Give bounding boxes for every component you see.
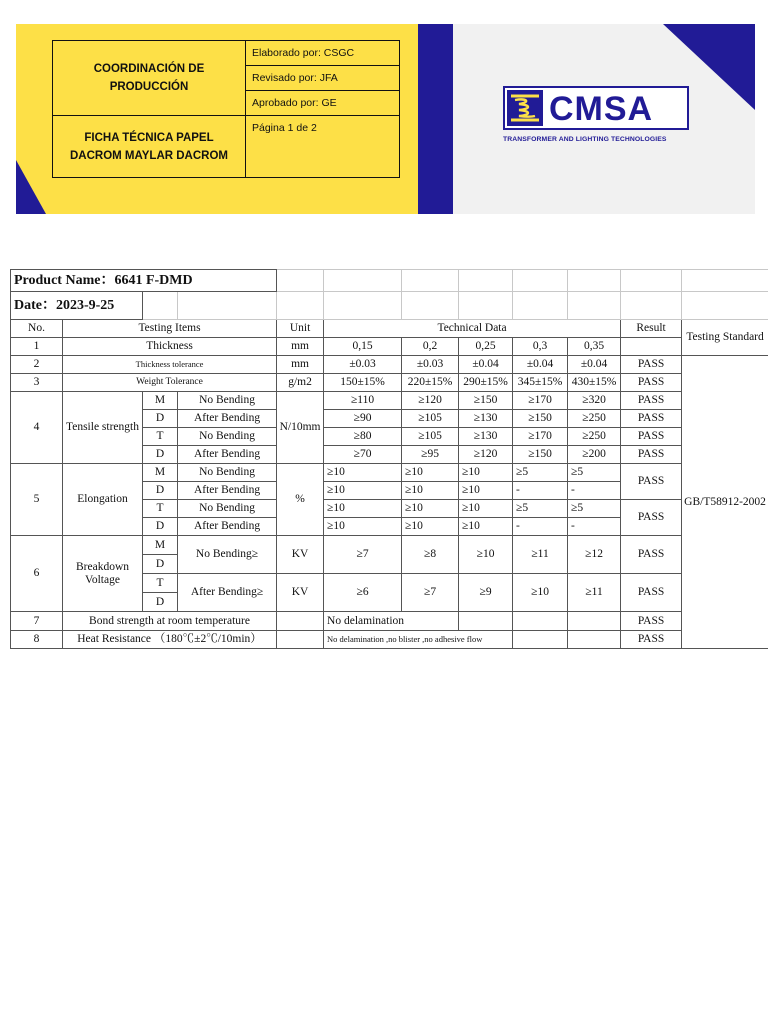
data-cell: ≥5 xyxy=(568,500,621,518)
data-cell: ≥105 xyxy=(402,410,459,428)
data-cell: ≥5 xyxy=(513,464,568,482)
testing-item: Thickness xyxy=(63,338,277,356)
data-cell: ≥120 xyxy=(459,446,513,464)
direction-cell: M xyxy=(143,536,178,555)
unit-cell: % xyxy=(277,464,324,536)
data-cell: 0,15 xyxy=(324,338,402,356)
result-cell: PASS xyxy=(621,392,682,410)
data-cell: ≥110 xyxy=(324,392,402,410)
data-cell: No delamination ,no blister ,no adhesive flow xyxy=(324,631,513,649)
data-cell: ≥120 xyxy=(402,392,459,410)
data-cell: ≥250 xyxy=(568,410,621,428)
col-header-no: No. xyxy=(11,320,63,338)
direction-cell: D xyxy=(143,410,178,428)
table-row xyxy=(11,612,768,631)
data-cell: ≥250 xyxy=(568,428,621,446)
data-cell: ≥320 xyxy=(568,392,621,410)
table-row xyxy=(11,631,768,649)
data-cell: 150±15% xyxy=(324,374,402,392)
data-cell: ±0.04 xyxy=(568,356,621,374)
table-row xyxy=(11,392,768,410)
data-cell: ≥10 xyxy=(402,482,459,500)
data-cell: ≥95 xyxy=(402,446,459,464)
data-cell: ±0.04 xyxy=(513,356,568,374)
condition-cell: No Bending≥ xyxy=(178,536,277,574)
data-cell: 0,25 xyxy=(459,338,513,356)
data-cell: 0,2 xyxy=(402,338,459,356)
testing-item: Heat Resistance （180℃±2℃/10min） xyxy=(63,631,277,649)
direction-cell: D xyxy=(143,555,178,574)
data-cell: - xyxy=(568,518,621,536)
result-cell: PASS xyxy=(621,374,682,392)
data-cell: ≥130 xyxy=(459,410,513,428)
unit-cell: KV xyxy=(277,574,324,612)
logo-wordmark: CMSA xyxy=(549,90,654,128)
data-cell: ≥8 xyxy=(402,536,459,574)
direction-cell: M xyxy=(143,392,178,410)
testing-item: Bond strength at room temperature xyxy=(63,612,277,631)
data-cell: ≥5 xyxy=(513,500,568,518)
unit-cell xyxy=(277,612,324,631)
row-number: 2 xyxy=(11,356,63,374)
row-number: 3 xyxy=(11,374,63,392)
condition-cell: After Bending xyxy=(178,446,277,464)
data-cell: 345±15% xyxy=(513,374,568,392)
col-header-technical-data: Technical Data xyxy=(324,320,621,338)
unit-cell: mm xyxy=(277,338,324,356)
product-name-row xyxy=(11,270,768,292)
data-cell: ≥10 xyxy=(324,464,402,482)
data-cell: ≥10 xyxy=(459,536,513,574)
table-row xyxy=(11,374,768,392)
result-cell: PASS xyxy=(621,410,682,428)
table-row xyxy=(11,536,768,555)
revisado-por: Revisado por: JFA xyxy=(246,66,400,91)
logo-tagline: TRANSFORMER AND LIGHTING TECHNOLOGIES xyxy=(503,136,667,143)
col-header-result: Result xyxy=(621,320,682,338)
direction-cell: D xyxy=(143,482,178,500)
department-title: COORDINACIÓN DE PRODUCCIÓN xyxy=(53,41,246,116)
header-banner-blue-stripe xyxy=(418,24,453,214)
direction-cell: D xyxy=(143,446,178,464)
condition-cell: After Bending xyxy=(178,518,277,536)
data-cell: ±0.03 xyxy=(324,356,402,374)
data-cell: ≥10 xyxy=(513,574,568,612)
data-cell: ≥7 xyxy=(402,574,459,612)
data-cell: ≥10 xyxy=(324,500,402,518)
condition-cell: After Bending≥ xyxy=(178,574,277,612)
result-cell: PASS xyxy=(621,428,682,446)
data-cell: ≥70 xyxy=(324,446,402,464)
result-cell: PASS xyxy=(621,356,682,374)
data-cell: ≥200 xyxy=(568,446,621,464)
data-cell: ≥10 xyxy=(402,464,459,482)
unit-cell: mm xyxy=(277,356,324,374)
data-cell: ≥90 xyxy=(324,410,402,428)
data-cell: ≥80 xyxy=(324,428,402,446)
data-cell: ≥9 xyxy=(459,574,513,612)
data-cell: No delamination xyxy=(324,612,459,631)
result-cell: PASS xyxy=(621,446,682,464)
coil-icon xyxy=(507,90,543,126)
data-cell: 430±15% xyxy=(568,374,621,392)
data-cell: ≥10 xyxy=(459,500,513,518)
direction-cell: M xyxy=(143,464,178,482)
data-cell: 0,3 xyxy=(513,338,568,356)
elaborado-por: Elaborado por: CSGC xyxy=(246,41,400,66)
direction-cell: T xyxy=(143,574,178,593)
data-cell: ≥170 xyxy=(513,428,568,446)
col-header-testing-standard: Testing Standard xyxy=(682,320,768,356)
table-header-row xyxy=(11,320,768,338)
unit-cell xyxy=(277,631,324,649)
result-cell: PASS xyxy=(621,574,682,612)
data-cell: ≥10 xyxy=(324,482,402,500)
aprobado-por: Aprobado por: GE xyxy=(246,91,400,116)
result-cell: PASS xyxy=(621,631,682,649)
data-cell: ≥11 xyxy=(568,574,621,612)
technical-data-table xyxy=(10,269,768,649)
testing-item: Thickness tolerance xyxy=(63,356,277,374)
unit-cell: KV xyxy=(277,536,324,574)
document-control-table xyxy=(52,40,400,178)
data-cell: ≥10 xyxy=(324,518,402,536)
col-header-unit: Unit xyxy=(277,320,324,338)
data-cell: 0,35 xyxy=(568,338,621,356)
company-logo xyxy=(503,86,689,148)
data-cell: ±0.03 xyxy=(402,356,459,374)
document-date: Date：2023-9-25 xyxy=(11,292,143,320)
row-number: 1 xyxy=(11,338,63,356)
product-name: Product Name：6641 F-DMD xyxy=(11,270,277,292)
result-cell: PASS xyxy=(621,464,682,500)
table-row xyxy=(11,356,768,374)
data-cell: ≥150 xyxy=(513,410,568,428)
data-cell: ≥105 xyxy=(402,428,459,446)
result-cell xyxy=(621,338,682,356)
page-number: Página 1 de 2 xyxy=(246,116,400,178)
data-cell: ≥10 xyxy=(459,518,513,536)
condition-cell: No Bending xyxy=(178,464,277,482)
col-header-testing-items: Testing Items xyxy=(63,320,277,338)
direction-cell: T xyxy=(143,500,178,518)
data-cell: - xyxy=(568,482,621,500)
result-cell: PASS xyxy=(621,612,682,631)
data-cell: - xyxy=(513,518,568,536)
banner-corner-triangle xyxy=(16,160,46,214)
data-cell: ≥10 xyxy=(402,500,459,518)
data-cell: ≥10 xyxy=(402,518,459,536)
logo-frame xyxy=(503,86,689,130)
table-row xyxy=(11,464,768,482)
testing-item: Elongation xyxy=(63,464,143,536)
data-cell: ≥11 xyxy=(513,536,568,574)
data-cell: ≥7 xyxy=(324,536,402,574)
row-number: 5 xyxy=(11,464,63,536)
testing-item: Tensile strength xyxy=(63,392,143,464)
data-cell: ≥12 xyxy=(568,536,621,574)
data-cell: ≥6 xyxy=(324,574,402,612)
condition-cell: After Bending xyxy=(178,410,277,428)
direction-cell: T xyxy=(143,428,178,446)
date-row xyxy=(11,292,768,320)
table-row xyxy=(11,338,768,356)
condition-cell: No Bending xyxy=(178,500,277,518)
data-cell: ±0.04 xyxy=(459,356,513,374)
testing-standard-value: GB/T58912-2002 xyxy=(682,356,768,649)
condition-cell: No Bending xyxy=(178,392,277,410)
condition-cell: No Bending xyxy=(178,428,277,446)
data-cell: 220±15% xyxy=(402,374,459,392)
data-cell: ≥150 xyxy=(513,446,568,464)
direction-cell: D xyxy=(143,518,178,536)
testing-item: Weight Tolerance xyxy=(63,374,277,392)
condition-cell: After Bending xyxy=(178,482,277,500)
unit-cell: N/10mm xyxy=(277,392,324,464)
unit-cell: g/m2 xyxy=(277,374,324,392)
result-cell: PASS xyxy=(621,536,682,574)
ficha-tecnica-title: FICHA TÉCNICA PAPEL DACROM MAYLAR DACROM xyxy=(53,116,246,178)
data-cell: ≥10 xyxy=(459,464,513,482)
data-cell: 290±15% xyxy=(459,374,513,392)
data-cell: ≥170 xyxy=(513,392,568,410)
row-number: 4 xyxy=(11,392,63,464)
data-cell: ≥5 xyxy=(568,464,621,482)
data-cell: ≥150 xyxy=(459,392,513,410)
row-number: 6 xyxy=(11,536,63,612)
result-cell: PASS xyxy=(621,500,682,536)
testing-item: Breakdown Voltage xyxy=(63,536,143,612)
row-number: 7 xyxy=(11,612,63,631)
row-number: 8 xyxy=(11,631,63,649)
data-cell: ≥130 xyxy=(459,428,513,446)
data-cell: ≥10 xyxy=(459,482,513,500)
data-cell: - xyxy=(513,482,568,500)
direction-cell: D xyxy=(143,593,178,612)
